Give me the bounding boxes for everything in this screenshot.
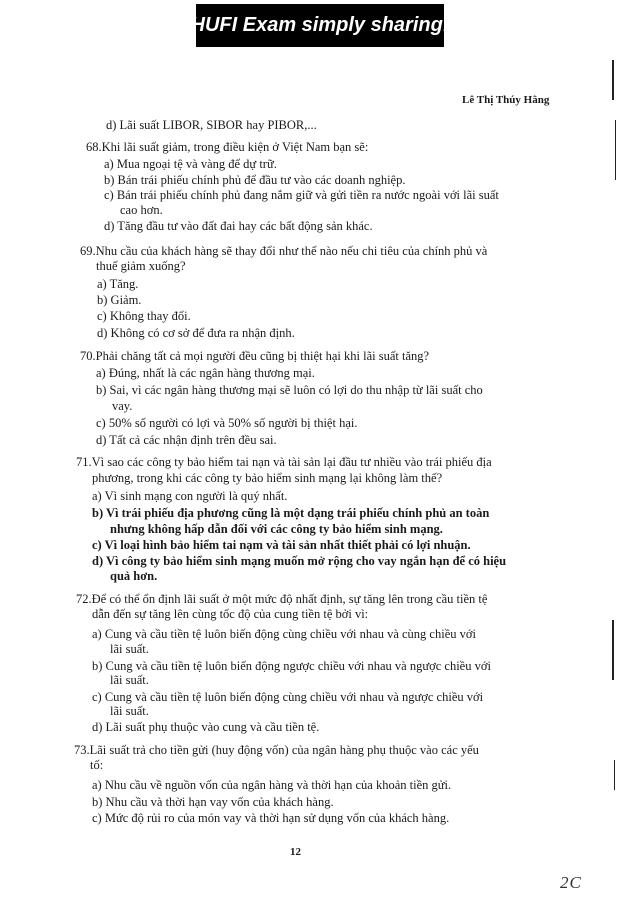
answer-line: d) Lãi suất phụ thuộc vào cung và cầu tiền tệ. <box>92 720 320 734</box>
page-number: 12 <box>290 846 301 858</box>
question-line: 71.Vì sao các công ty bảo hiểm tai nạn và tài sản lại đầu tư nhiều vào trái phiếu địa <box>76 455 492 469</box>
answer-line: c) Vì loại hình bảo hiểm tai nạm và tài sản nhất thiết phải có lợi nhuận. <box>92 538 471 552</box>
answer-line: d) Không có cơ sở để đưa ra nhận định. <box>97 326 295 340</box>
answer-line: a) Vì sinh mạng con người là quý nhất. <box>92 489 288 503</box>
answer-line: b) Giảm. <box>97 293 142 307</box>
answer-line: d) Lãi suất LIBOR, SIBOR hay PIBOR,... <box>106 118 317 132</box>
answer-line: d) Tăng đầu tư vào đất đai hay các bất động sản khác. <box>104 219 373 233</box>
answer-line: a) Mua ngoại tệ và vàng để dự trữ. <box>104 157 277 171</box>
question-line: 70.Phải chăng tất cả mọi người đều cũng bị thiệt hại khi lãi suất tăng? <box>80 349 430 363</box>
question-line: dẫn đến sự tăng lên cùng tốc độ của cung tiền tệ bởi vì: <box>92 607 369 621</box>
header-banner: HUFI Exam simply sharing! <box>196 4 444 47</box>
answer-line: b) Cung và cầu tiền tệ luôn biến động ngược chiều với nhau và ngược chiều với <box>92 659 491 673</box>
answer-line: b) Sai, vì các ngân hàng thương mại sẽ luôn có lợi do thu nhập từ lãi suất cho <box>96 383 483 397</box>
answer-line: c) Cung và cầu tiền tệ luôn biến động cùng chiều với nhau và ngược chiều với <box>92 690 484 704</box>
answer-line: vay. <box>112 399 133 413</box>
answer-line: a) Cung và cầu tiền tệ luôn biến động cùng chiều với nhau và cùng chiều với <box>92 627 476 641</box>
answer-line: c) Bán trái phiếu chính phủ đang nắm giữ và gửi tiền ra nước ngoài với lãi suất <box>104 188 499 202</box>
answer-line: nhưng không hấp dẫn đối với các công ty bảo hiểm sinh mạng. <box>110 522 443 536</box>
answer-line: lãi suất. <box>110 642 149 656</box>
answer-line: d) Vì công ty bảo hiểm sinh mạng muốn mở rộng cho vay ngắn hạn để có hiệu <box>92 554 507 568</box>
question-line: thuế giảm xuống? <box>96 259 186 273</box>
scan-edge-mark <box>615 120 616 180</box>
scan-edge-mark <box>612 620 614 680</box>
answer-line: lãi suất. <box>110 673 149 687</box>
author-name: Lê Thị Thúy Hằng <box>462 94 550 106</box>
answer-line: d) Tất cả các nhận định trên đều sai. <box>96 433 277 447</box>
answer-line: cao hơn. <box>120 203 163 217</box>
answer-line: c) Mức độ rủi ro của món vay và thời hạn sử dụng vốn của khách hàng. <box>92 811 450 825</box>
answer-line: b) Vì trái phiếu địa phương cũng là một dạng trái phiếu chính phủ an toàn <box>92 506 490 520</box>
answer-line: b) Nhu cầu và thời hạn vay vốn của khách hàng. <box>92 795 334 809</box>
answer-line: c) 50% số người có lợi và 50% số người bị thiệt hại. <box>96 416 358 430</box>
handwritten-note: 2C <box>560 873 582 892</box>
answer-line: quả hơn. <box>110 569 158 583</box>
answer-line: a) Tăng. <box>97 277 139 291</box>
answer-line: a) Đúng, nhất là các ngân hàng thương mại. <box>96 366 315 380</box>
question-line: phương, trong khi các công ty bảo hiểm sinh mạng lại không làm thế? <box>92 471 443 485</box>
question-line: 73.Lãi suất trả cho tiền gửi (huy động vốn) của ngân hàng phụ thuộc vào các yếu <box>74 743 479 757</box>
question-line: 69.Nhu cầu của khách hàng sẽ thay đổi như thế nào nếu chi tiêu của chính phủ và <box>80 244 488 258</box>
scan-edge-mark <box>612 60 614 100</box>
answer-line: c) Không thay đổi. <box>97 309 191 323</box>
answer-line: lãi suất. <box>110 704 149 718</box>
answer-line: a) Nhu cầu về nguồn vốn của ngân hàng và thời hạn của khoản tiền gửi. <box>92 778 452 792</box>
question-line: 68.Khi lãi suất giảm, trong điều kiện ở Việt Nam bạn sẽ: <box>86 140 369 154</box>
question-line: tố: <box>90 758 104 772</box>
answer-line: b) Bán trái phiếu chính phủ để đầu tư vào các doanh nghiệp. <box>104 173 406 187</box>
scan-edge-mark <box>614 760 615 790</box>
question-line: 72.Để có thể ổn định lãi suất ở một mức độ nhất định, sự tăng lên trong cầu tiền tệ <box>76 592 488 606</box>
